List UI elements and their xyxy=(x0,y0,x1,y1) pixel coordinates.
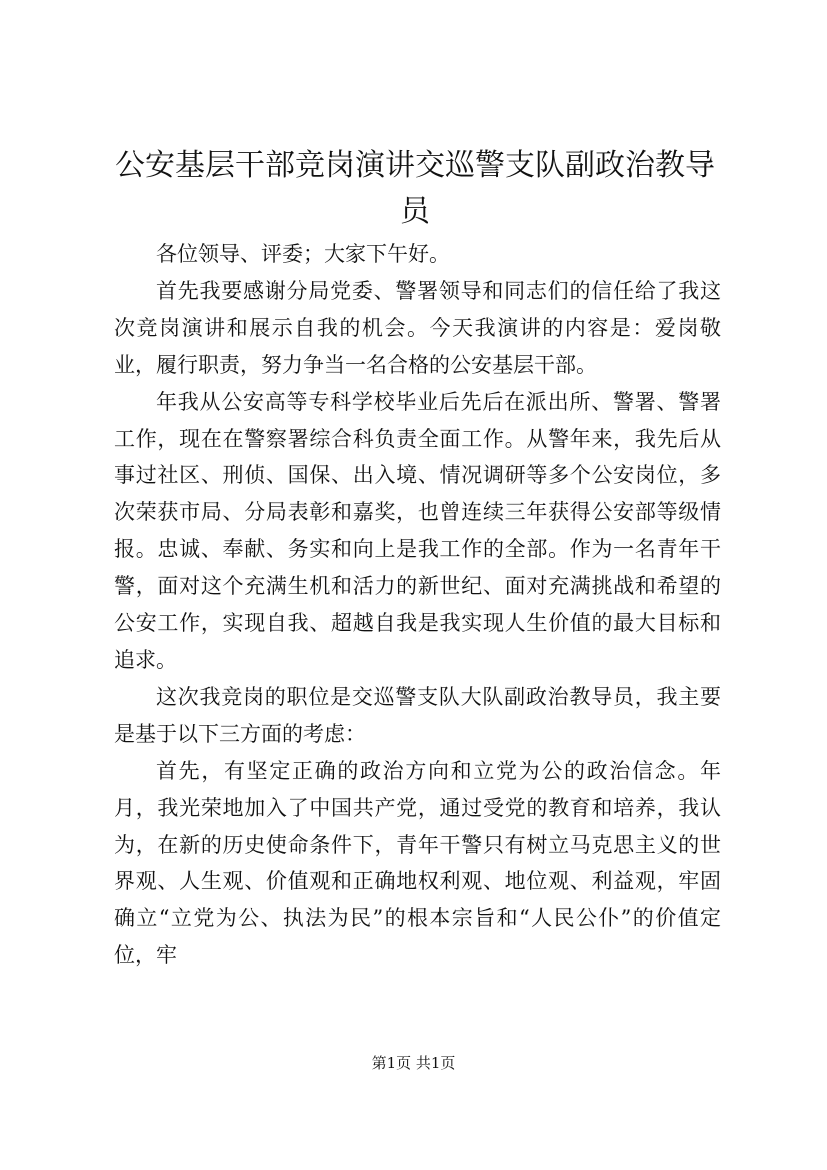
paragraph-thanks: 首先我要感谢分局党委、警署领导和同志们的信任给了我这次竞岗演讲和展示自我的机会。今天我演讲的内容是：爱岗敬业，履行职责，努力争当一名合格的公安基层干部。 xyxy=(114,278,721,377)
document-title: 公安基层干部竞岗演讲交巡警支队副政治教导员 xyxy=(115,148,715,229)
paragraph-greeting: 各位领导、评委；大家下午好。 xyxy=(156,242,450,266)
page-number: 第1页 共1页 xyxy=(371,1054,456,1072)
paragraph-experience: 年我从公安高等专科学校毕业后先后在派出所、警署、警署工作，现在在警察署综合科负责全面工作。从警年来，我先后从事过社区、刑侦、国保、出入境、情况调研等多个公安岗位，多次荣获市局、分局表彰和嘉奖，也曾连续三年获得公安部等级情报。忠诚、奉献、务实和向上是我工作的全部。作为一名青年干警，面对这个充满生机和活力的新世纪、面对充满挑战和希望的公安工作，实现自我、超越自我是我实现人生价值的最大目标和追求。 xyxy=(114,389,721,672)
document-body xyxy=(114,236,721,974)
paragraph-position: 这次我竞岗的职位是交巡警支队大队副政治教导员，我主要是基于以下三方面的考虑： xyxy=(114,684,721,746)
paragraph-political-direction: 首先，有坚定正确的政治方向和立党为公的政治信念。年月，我光荣地加入了中国共产党，通过受党的教育和培养，我认为，在新的历史使命条件下，青年干警只有树立马克思主义的世界观、人生观、价值观和正确地权利观、地位观、利益观，牢固确立“立党为公、执法为民”的根本宗旨和“人民公仆”的价值定位，牢 xyxy=(114,758,721,968)
